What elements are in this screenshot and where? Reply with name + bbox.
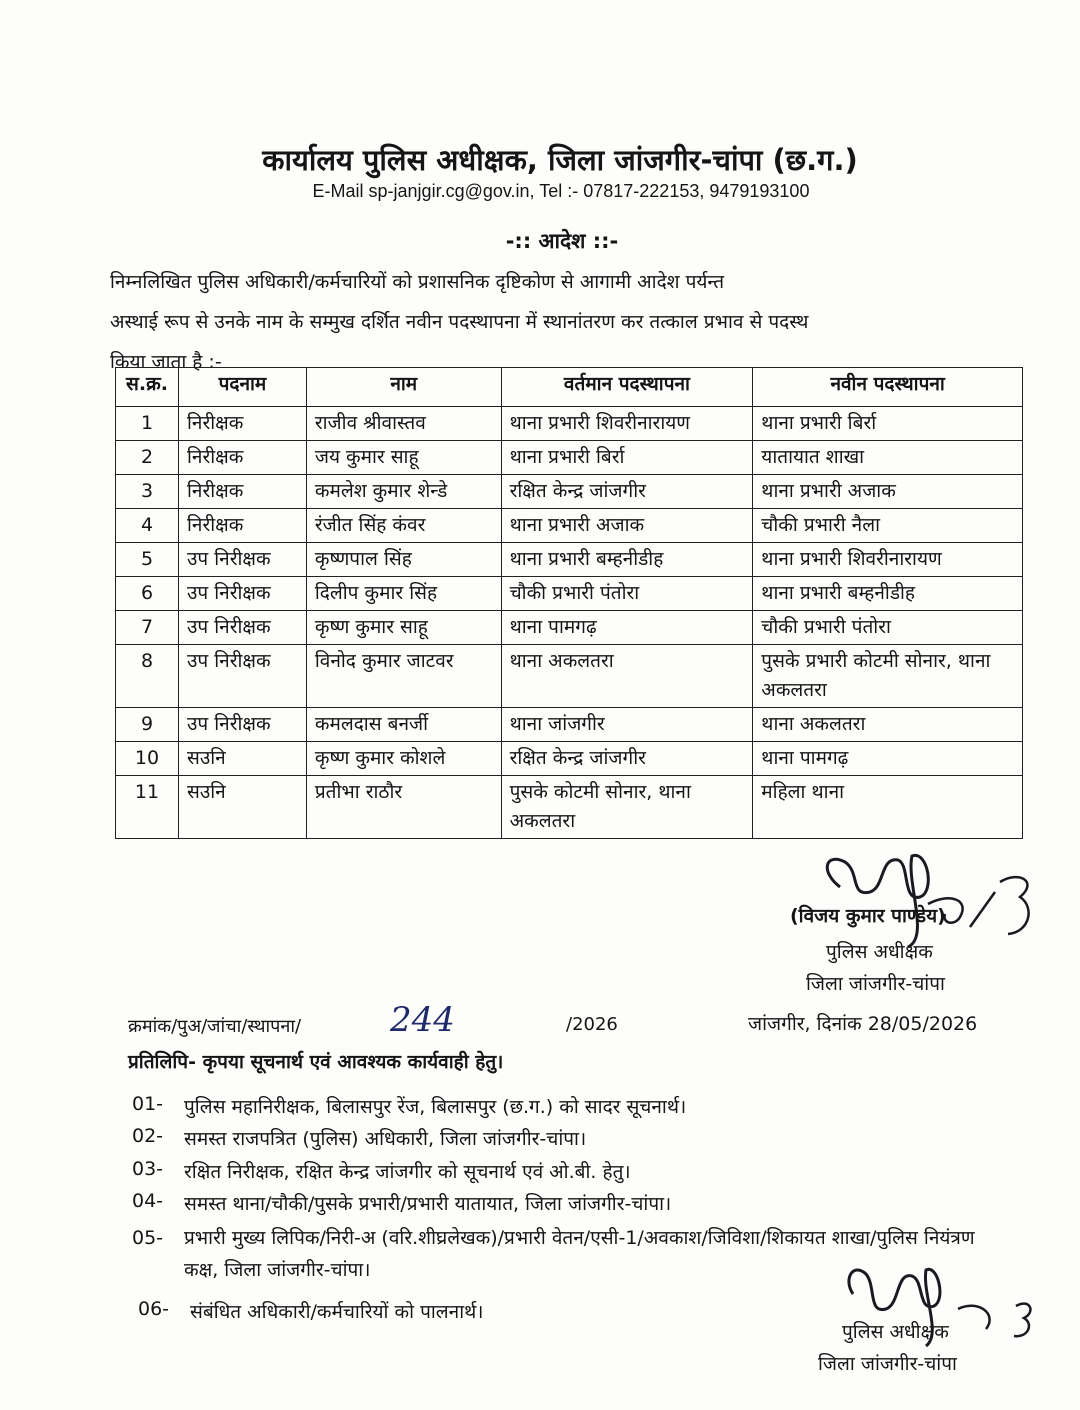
office-title: कार्यालय पुलिस अधीक्षक, जिला जांजगीर-चांपा (छ.ग.) [262, 143, 858, 177]
cell-serial: 8 [116, 645, 179, 708]
copy-item-number: 03- [132, 1158, 164, 1180]
cell-current-posting: थाना पामगढ़ [501, 611, 753, 645]
cell-designation: उप निरीक्षक [178, 611, 306, 645]
copy-item-2 [132, 1125, 1012, 1151]
copy-item-number: 06- [138, 1298, 170, 1320]
copy-item-number: 02- [132, 1125, 164, 1147]
cell-new-posting: थाना अकलतरा [753, 708, 1023, 742]
table-row [116, 441, 1023, 475]
table-row [116, 577, 1023, 611]
copy-heading: प्रतिलिपि- कृपया सूचनार्थ एवं आवश्यक कार्यवाही हेतु। [128, 1051, 504, 1073]
table-header-row [116, 368, 1023, 407]
col-header-designation: पदनाम [178, 368, 306, 407]
cell-designation: निरीक्षक [178, 407, 306, 441]
table-row [116, 776, 1023, 839]
table-row [116, 475, 1023, 509]
copy-item-number: 01- [132, 1093, 164, 1115]
cell-serial: 6 [116, 577, 179, 611]
cell-serial: 7 [116, 611, 179, 645]
cell-designation: उप निरीक्षक [178, 645, 306, 708]
cell-current-posting: थाना प्रभारी बम्हनीडीह [501, 543, 753, 577]
intro-paragraph [110, 262, 1022, 382]
cell-current-posting: पुसके कोटमी सोनार, थाना अकलतरा [501, 776, 753, 839]
table-row [116, 543, 1023, 577]
cell-serial: 1 [116, 407, 179, 441]
order-heading: -:: आदेश ::- [505, 229, 619, 253]
reference-year: /2026 [566, 1014, 618, 1035]
cell-serial: 10 [116, 742, 179, 776]
cell-name: कमलदास बनर्जी [306, 708, 501, 742]
cell-current-posting: रक्षित केन्द्र जांजगीर [501, 475, 753, 509]
cell-name: दिलीप कुमार सिंह [306, 577, 501, 611]
cell-designation: उप निरीक्षक [178, 577, 306, 611]
col-header-current-posting: वर्तमान पदस्थापना [501, 368, 753, 407]
cell-designation: सउनि [178, 776, 306, 839]
signatory-designation: पुलिस अधीक्षक [826, 941, 933, 963]
copy-item-number: 05- [132, 1227, 164, 1249]
table-body [116, 407, 1023, 839]
cell-current-posting: थाना प्रभारी बिर्रा [501, 441, 753, 475]
cell-current-posting: थाना प्रभारी अजाक [501, 509, 753, 543]
copy-item-text: संबंधित अधिकारी/कर्मचारियों को पालनार्थ। [190, 1301, 484, 1323]
copy-item-text: पुलिस महानिरीक्षक, बिलासपुर रेंज, बिलासपुर (छ.ग.) को सादर सूचनार्थ। [184, 1096, 687, 1118]
cell-new-posting: चौकी प्रभारी पंतोरा [753, 611, 1023, 645]
table-row [116, 708, 1023, 742]
cell-designation: उप निरीक्षक [178, 708, 306, 742]
cell-designation: उप निरीक्षक [178, 543, 306, 577]
cell-name: जय कुमार साहू [306, 441, 501, 475]
signatory-name: (विजय कुमार पाण्डेय) [790, 905, 946, 927]
cell-serial: 4 [116, 509, 179, 543]
cell-current-posting: थाना जांजगीर [501, 708, 753, 742]
copy-item-text: समस्त थाना/चौकी/पुसके प्रभारी/प्रभारी यातायात, जिला जांजगीर-चांपा। [184, 1193, 672, 1215]
copy-item-text: रक्षित निरीक्षक, रक्षित केन्द्र जांजगीर को सूचनार्थ एवं ओ.बी. हेतु। [184, 1161, 631, 1183]
cell-serial: 2 [116, 441, 179, 475]
signatory-district-2: जिला जांजगीर-चांपा [818, 1353, 957, 1375]
cell-current-posting: रक्षित केन्द्र जांजगीर [501, 742, 753, 776]
col-header-serial: स.क्र. [116, 368, 179, 407]
cell-new-posting: थाना प्रभारी शिवरीनारायण [753, 543, 1023, 577]
cell-new-posting: चौकी प्रभारी नैला [753, 509, 1023, 543]
cell-designation: निरीक्षक [178, 475, 306, 509]
signatory-designation-2: पुलिस अधीक्षक [842, 1321, 949, 1343]
copy-item-3 [132, 1158, 1012, 1184]
cell-name: राजीव श्रीवास्तव [306, 407, 501, 441]
cell-serial: 3 [116, 475, 179, 509]
copy-item-4 [132, 1190, 1012, 1216]
cell-serial: 11 [116, 776, 179, 839]
cell-new-posting: महिला थाना [753, 776, 1023, 839]
table-row [116, 742, 1023, 776]
cell-new-posting: यातायात शाखा [753, 441, 1023, 475]
cell-designation: निरीक्षक [178, 509, 306, 543]
cell-name: विनोद कुमार जाटवर [306, 645, 501, 708]
copy-item-1 [132, 1093, 1012, 1119]
cell-name: कृष्णपाल सिंह [306, 543, 501, 577]
cell-current-posting: थाना अकलतरा [501, 645, 753, 708]
intro-line-1: निम्नलिखित पुलिस अधिकारी/कर्मचारियों को प्रशासनिक दृष्टिकोण से आगामी आदेश पर्यन्त [110, 271, 725, 293]
copy-item-text: समस्त राजपत्रित (पुलिस) अधिकारी, जिला जांजगीर-चांपा। [184, 1128, 587, 1150]
cell-new-posting: थाना प्रभारी अजाक [753, 475, 1023, 509]
reference-prefix: क्रमांक/पुअ/जांचा/स्थापना/ [128, 1016, 302, 1037]
cell-current-posting: थाना प्रभारी शिवरीनारायण [501, 407, 753, 441]
copy-item-text: प्रभारी मुख्य लिपिक/निरी-अ (वरि.शीघ्रलेखक)/प्रभारी वेतन/एसी-1/अवकाश/जिविशा/शिकायत शाखा/पुलिस नियंत्रण कक्ष, जिला जांजगीर-चांपा। [184, 1227, 975, 1281]
cell-name: प्रतीभा राठौर [306, 776, 501, 839]
cell-serial: 5 [116, 543, 179, 577]
cell-name: कृष्ण कुमार साहू [306, 611, 501, 645]
cell-new-posting: थाना प्रभारी बम्हनीडीह [753, 577, 1023, 611]
cell-designation: सउनि [178, 742, 306, 776]
place-date: जांजगीर, दिनांक 28/05/2026 [748, 1013, 978, 1035]
cell-name: रंजीत सिंह कंवर [306, 509, 501, 543]
cell-new-posting: पुसके प्रभारी कोटमी सोनार, थाना अकलतरा [753, 645, 1023, 708]
table-row [116, 509, 1023, 543]
copy-item-6 [138, 1298, 738, 1324]
cell-serial: 9 [116, 708, 179, 742]
cell-new-posting: थाना प्रभारी बिर्रा [753, 407, 1023, 441]
cell-name: कमलेश कुमार शेन्डे [306, 475, 501, 509]
table-row [116, 407, 1023, 441]
copy-item-number: 04- [132, 1190, 164, 1212]
signature-scribble-1 [810, 842, 1040, 952]
col-header-name: नाम [306, 368, 501, 407]
col-header-new-posting: नवीन पदस्थापना [753, 368, 1023, 407]
table-row [116, 611, 1023, 645]
cell-name: कृष्ण कुमार कोशले [306, 742, 501, 776]
cell-current-posting: चौकी प्रभारी पंतोरा [501, 577, 753, 611]
intro-line-2: अस्थाई रूप से उनके नाम के सम्मुख दर्शित नवीन पदस्थापना में स्थानांतरण कर तत्काल प्रभाव से पदस्थ [110, 311, 809, 333]
cell-designation: निरीक्षक [178, 441, 306, 475]
signatory-district: जिला जांजगीर-चांपा [806, 973, 945, 995]
contact-line: E-Mail sp-janjgir.cg@gov.in, Tel :- 07817-222153, 9479193100 [312, 181, 810, 201]
reference-number: 244 [390, 1000, 455, 1040]
intro-line-3: किया जाता है :- [110, 351, 222, 373]
posting-table [115, 367, 1023, 839]
table-row [116, 645, 1023, 708]
cell-new-posting: थाना पामगढ़ [753, 742, 1023, 776]
